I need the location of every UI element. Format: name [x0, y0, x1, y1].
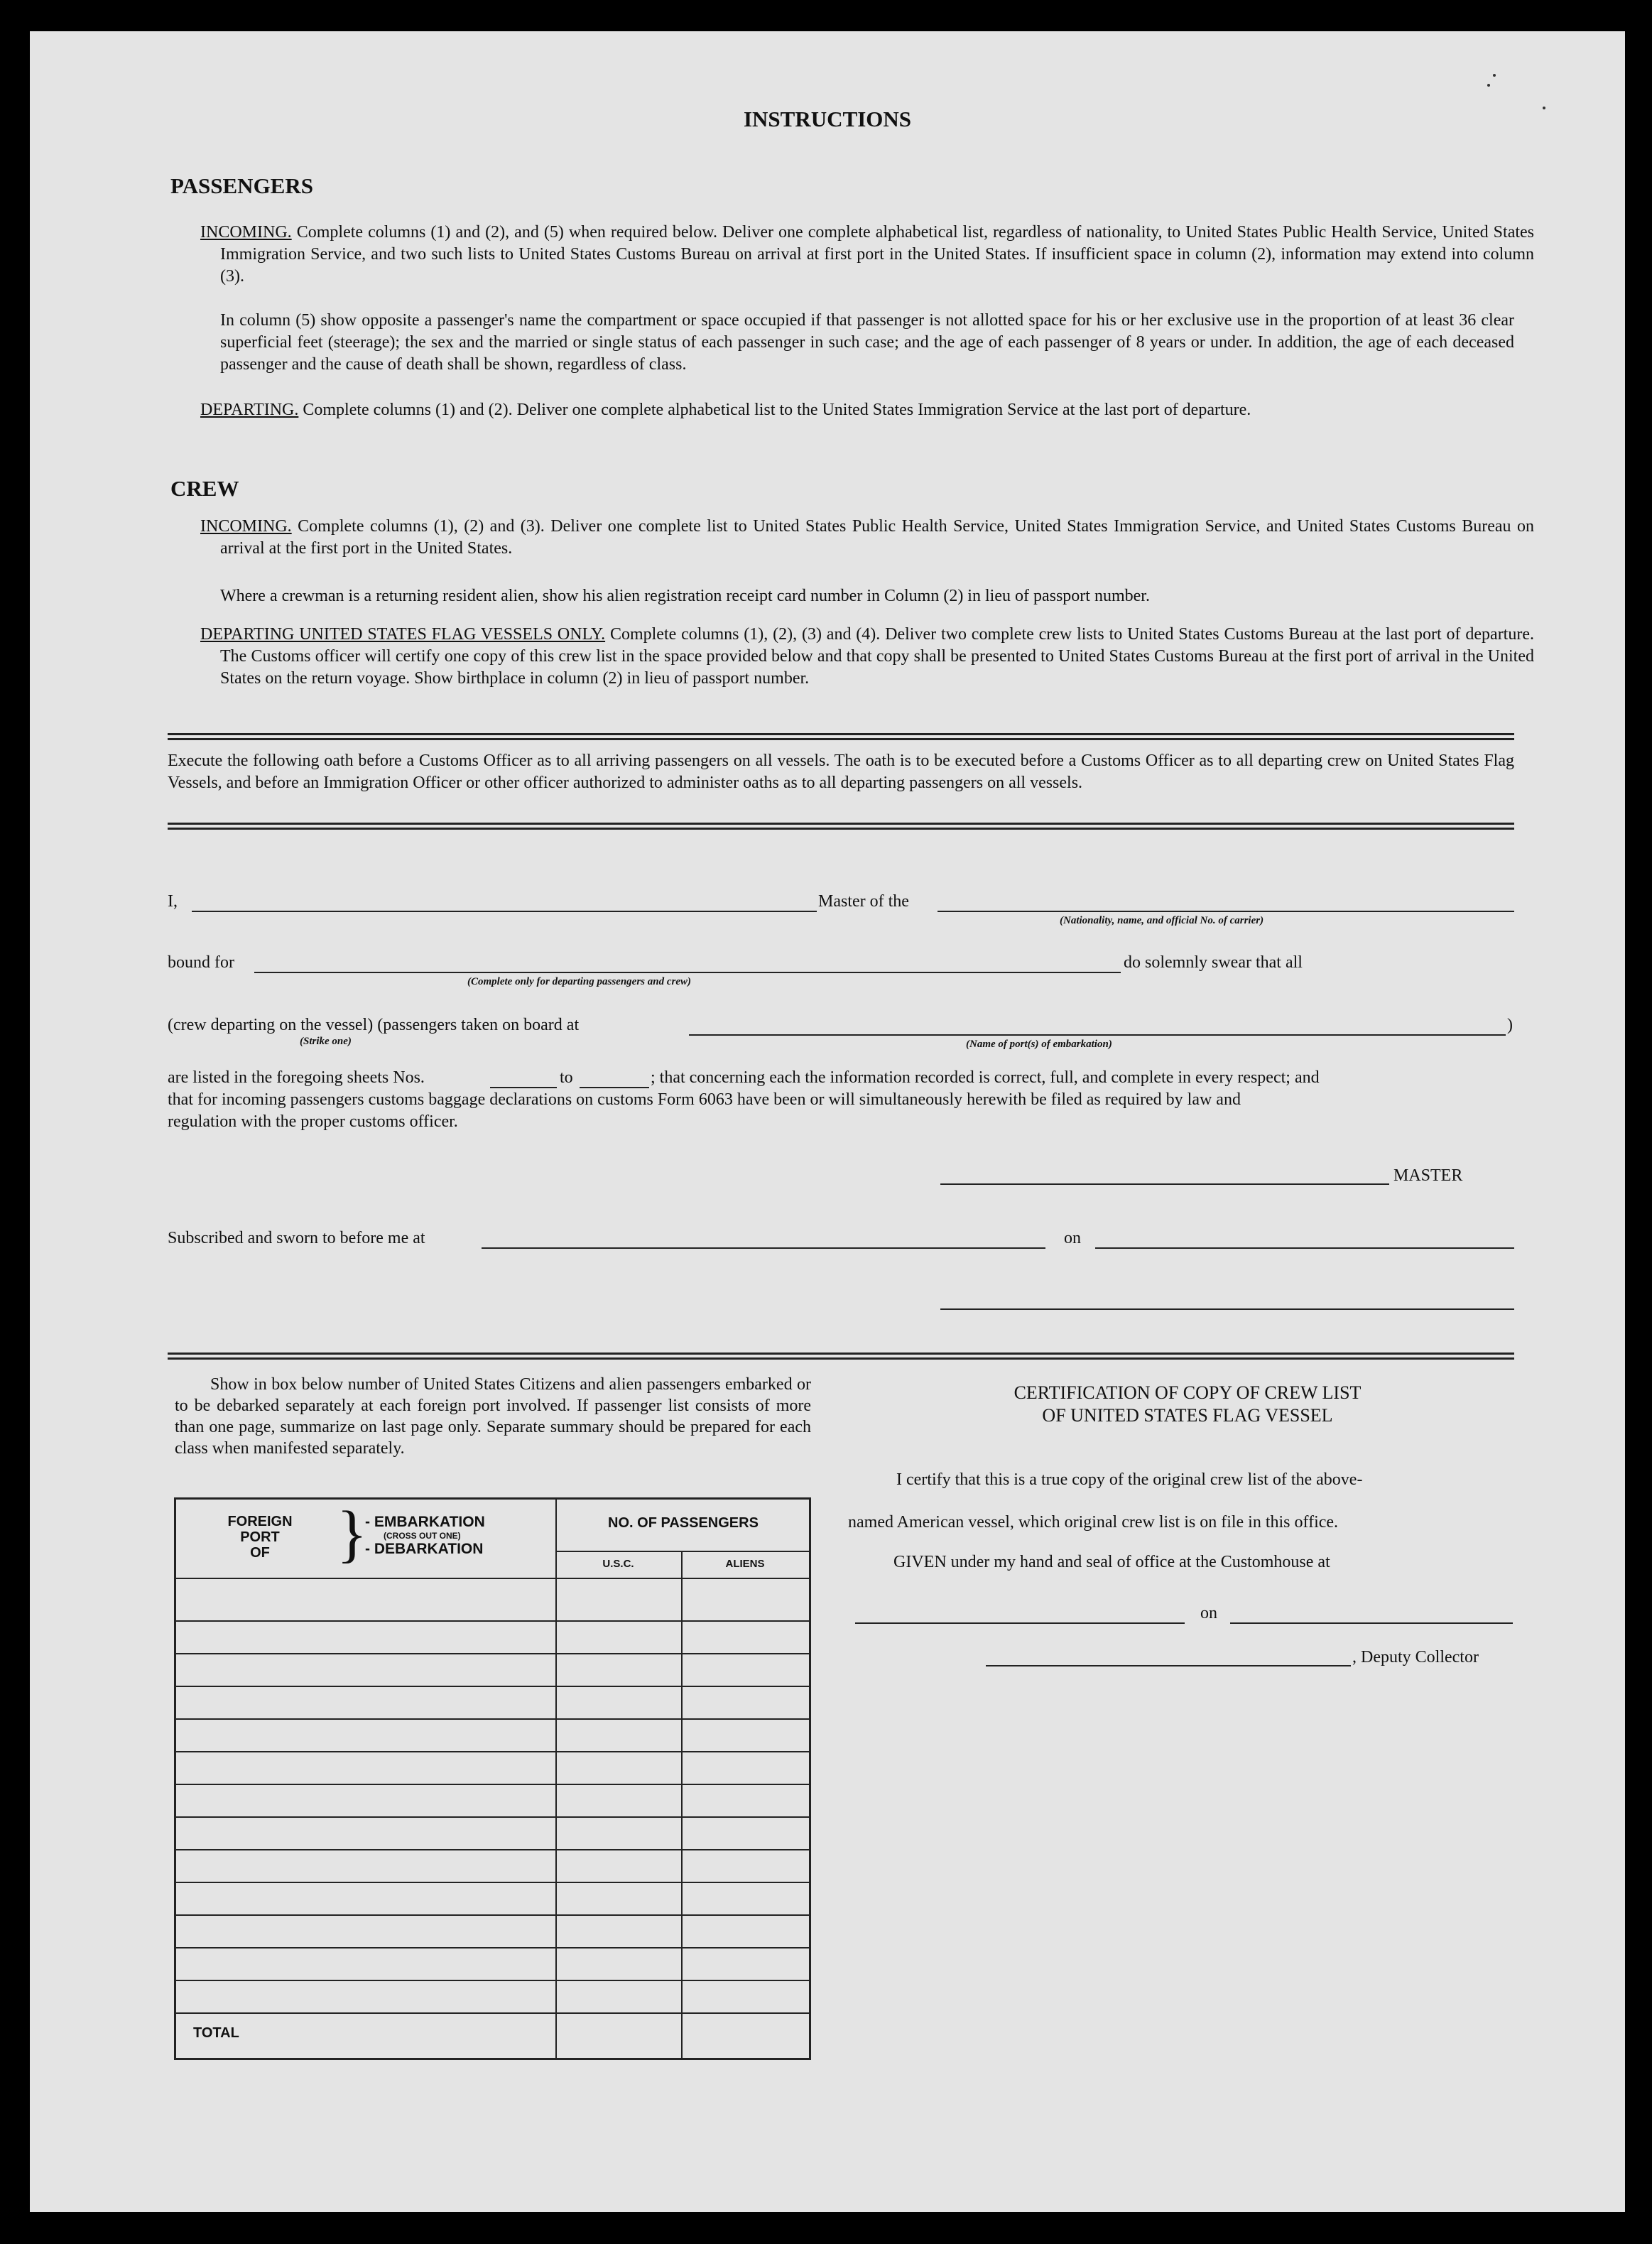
- section-divider: [168, 823, 1514, 830]
- oath-i-label: I,: [168, 892, 178, 911]
- crew-departing-paragraph: [200, 624, 1534, 690]
- scan-speck: [1543, 107, 1545, 109]
- sheet-from-line[interactable]: [490, 1087, 557, 1088]
- table-row[interactable]: [176, 1914, 809, 1916]
- page-title: INSTRUCTIONS: [743, 107, 911, 131]
- table-row[interactable]: [176, 1620, 809, 1622]
- crew-heading: CREW: [170, 476, 239, 501]
- passenger-summary-table: [174, 1497, 811, 2060]
- brace-icon: }: [337, 1499, 368, 1569]
- embarkation-label: - EMBARKATION: [365, 1514, 485, 1530]
- of-label: OF: [250, 1545, 270, 1561]
- certification-on-label: on: [1200, 1604, 1217, 1622]
- bound-for-caption: (Complete only for departing passengers and crew): [467, 976, 691, 987]
- sheet-to-line[interactable]: [580, 1087, 649, 1088]
- listed-line-2: that for incoming passengers customs baggage declarations on customs Form 6063 have been or will simultaneously herewith be filed as required by law and: [168, 1090, 1241, 1109]
- section-divider: [168, 1353, 1514, 1360]
- foreign-label: FOREIGN: [227, 1514, 293, 1529]
- listed-rest: ; that concerning each the information recorded is correct, full, and complete in every respect; and: [651, 1068, 1320, 1087]
- passengers-departing-label: DEPARTING.: [200, 401, 299, 419]
- crew-incoming-text: Complete columns (1), (2) and (3). Deliver one complete list to United States Public Health Service, United States Immigration Service, and United States Customs Bureau on arrival at the first port in the United States.: [220, 517, 1535, 558]
- passengers-departing-paragraph: [200, 399, 1534, 421]
- table-row[interactable]: [176, 1980, 809, 1981]
- foreign-port-of: [224, 1514, 295, 1561]
- officer-signature-line[interactable]: [940, 1308, 1514, 1310]
- table-row[interactable]: [176, 1849, 809, 1850]
- passengers-incoming-paragraph: [200, 222, 1534, 288]
- form-sheet: [30, 31, 1625, 2212]
- passengers-departing-text: Complete columns (1) and (2). Deliver one complete alphabetical list to the United States Immigration Service at the last port of departure.: [303, 401, 1251, 419]
- passengers-incoming-label: INCOMING.: [200, 223, 292, 242]
- crew-incoming-label: INCOMING.: [200, 517, 292, 536]
- certification-line-3: GIVEN under my hand and seal of office at the Customhouse at: [893, 1553, 1330, 1571]
- master-label: MASTER: [1393, 1166, 1463, 1185]
- table-divider: [555, 1500, 557, 2058]
- table-row[interactable]: [176, 1947, 809, 1948]
- listed-line-3: regulation with the proper customs officer.: [168, 1112, 458, 1131]
- passengers-incoming-text: Complete columns (1) and (2), and (5) when required below. Deliver one complete alphabetical list, regardless of nationality, to United States Public Health Service, United States Immigration Service, and two such lists to United States Customs Bureau on arrival at first port in the United States. If insufficient space in column (2), information may extend into column (3).: [220, 223, 1535, 286]
- master-of-label: Master of the: [818, 892, 909, 911]
- table-row[interactable]: [176, 1751, 809, 1752]
- carrier-caption: (Nationality, name, and official No. of carrier): [1060, 915, 1264, 926]
- certification-title-2: OF UNITED STATES FLAG VESSEL: [1042, 1405, 1333, 1426]
- oath-intro: Execute the following oath before a Customs Officer as to all arriving passengers on all vessels. The oath is to be executed before a Customs Officer as to all departing crew on United States Flag Vessels, and before an Immigration Officer or other officer authorized to administer oaths as to all departing passengers on all vessels.: [168, 752, 1514, 792]
- deputy-collector-label: , Deputy Collector: [1352, 1648, 1479, 1666]
- table-row[interactable]: [176, 1718, 809, 1720]
- table-divider: [176, 1578, 809, 1579]
- carrier-line[interactable]: [938, 911, 1514, 912]
- certification-date-line[interactable]: [1230, 1622, 1513, 1624]
- scan-speck: [1487, 84, 1490, 87]
- certification-line-1: I certify that this is a true copy of the original crew list of the above-: [896, 1470, 1363, 1489]
- certification-title-1: CERTIFICATION OF COPY OF CREW LIST: [1014, 1382, 1362, 1403]
- bound-for-line[interactable]: [254, 972, 1121, 973]
- crew-departing-label: DEPARTING UNITED STATES FLAG VESSELS ONLY.: [200, 625, 606, 644]
- table-row[interactable]: [176, 1784, 809, 1785]
- master-signature-line[interactable]: [940, 1183, 1389, 1185]
- customhouse-line[interactable]: [855, 1622, 1185, 1624]
- strike-one-caption: (Strike one): [300, 1036, 352, 1047]
- certification-line-2: named American vessel, which original crew list is on file in this office.: [848, 1513, 1339, 1532]
- table-row[interactable]: [176, 1653, 809, 1654]
- summary-instructions: Show in box below number of United States Citizens and alien passengers embarked or to be debarked separately at each foreign port involved. If passenger list consists of more than one page, summarize on last page only. Separate summary should be prepared for each class when manifested separately.: [175, 1375, 811, 1458]
- embarkation-port-line[interactable]: [689, 1034, 1506, 1036]
- usc-header: U.S.C.: [602, 1558, 634, 1570]
- aliens-header: ALIENS: [725, 1558, 765, 1570]
- table-divider: [681, 1551, 683, 2058]
- table-row[interactable]: [176, 1882, 809, 1883]
- swear-label: do solemnly swear that all: [1124, 953, 1303, 972]
- crew-passengers-label: (crew departing on the vessel) (passengers taken on board at: [168, 1016, 580, 1034]
- bound-for-label: bound for: [168, 953, 234, 972]
- section-divider: [168, 733, 1514, 740]
- sworn-date-line[interactable]: [1095, 1247, 1514, 1249]
- master-name-line[interactable]: [192, 911, 817, 912]
- subscribed-label: Subscribed and sworn to before me at: [168, 1229, 425, 1247]
- sworn-place-line[interactable]: [482, 1247, 1045, 1249]
- deputy-signature-line[interactable]: [986, 1665, 1351, 1666]
- table-divider: [555, 1551, 809, 1552]
- listed-prefix: are listed in the foregoing sheets Nos.: [168, 1068, 425, 1087]
- table-row[interactable]: [176, 2012, 809, 2014]
- no-of-passengers-header: NO. OF PASSENGERS: [608, 1515, 759, 1531]
- crew-alien-paragraph: Where a crewman is a returning resident alien, show his alien registration receipt card number in Column (2) in lieu of passport number.: [220, 587, 1150, 605]
- port-caption: (Name of port(s) of embarkation): [966, 1039, 1112, 1050]
- table-row[interactable]: [176, 1816, 809, 1818]
- scan-speck: [1493, 74, 1496, 77]
- port-label: PORT: [240, 1529, 280, 1545]
- crew-departing-text: Complete columns (1), (2), (3) and (4). Deliver two complete crew lists to United States Customs Bureau at the last port of departure. The Customs officer will certify one copy of this crew list in the space provided below and that copy shall be presented to United States Customs Bureau at the first port of arrival in the United States on the return voyage. Show birthplace in column (2) in lieu of passport number.: [220, 625, 1534, 688]
- close-paren: ): [1507, 1016, 1513, 1034]
- crew-incoming-paragraph: [200, 516, 1534, 560]
- cross-out-label: (CROSS OUT ONE): [384, 1531, 461, 1541]
- debarkation-label: - DEBARKATION: [365, 1541, 484, 1557]
- passengers-column5-paragraph: In column (5) show opposite a passenger's name the compartment or space occupied if that passenger is not allotted space for his or her exclusive use in the proportion of at least 36 clear superficial feet (steerage); the sex and the married or single status of each passenger in such case; and the age of each passenger of 8 years or under. In addition, the age of each deceased passenger and the cause of death shall be shown, regardless of class.: [220, 311, 1514, 374]
- passengers-heading: PASSENGERS: [170, 173, 313, 198]
- total-label: TOTAL: [193, 2025, 239, 2041]
- table-row[interactable]: [176, 1686, 809, 1687]
- listed-to: to: [560, 1068, 573, 1087]
- sworn-on-label: on: [1064, 1229, 1081, 1247]
